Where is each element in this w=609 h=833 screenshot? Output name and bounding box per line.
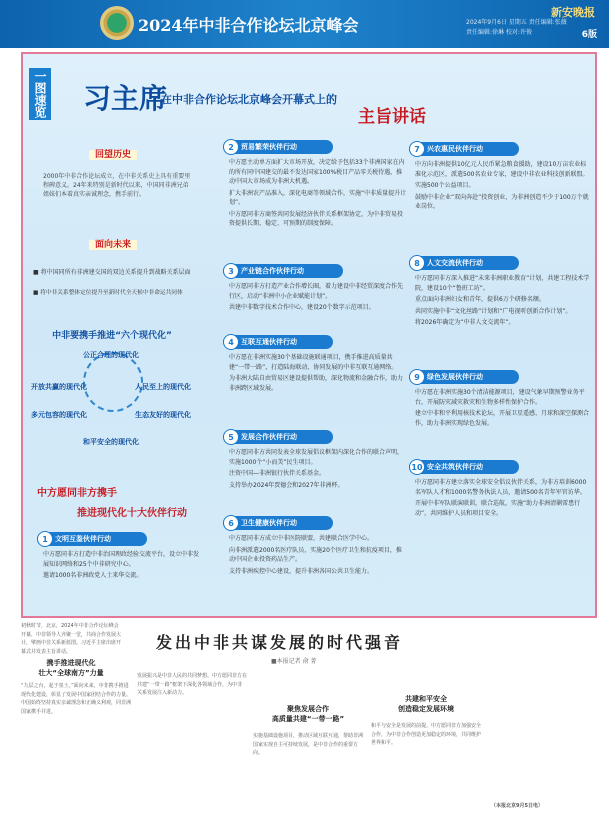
action-body-9: 中方愿在非洲实施30个清洁能源项目，建设气象早期预警业务平台，开展防灾减灾救灾和生物多样性保护合作。 建立中非和平利用核技术论坛，开展卫星遥感、月球和深空探测合作，助力非洲实现绿色发展。 xyxy=(415,389,590,427)
ring-label: 生态友好的现代化 xyxy=(135,411,191,419)
partner-heading-2: 推进现代化十大伙伴行动 xyxy=(77,508,187,519)
action-body-5: 中方愿同非方共同发表全球发展倡议框架内深化合作的联合声明，实施1000个“小而美”民生项目。 注资中国—非洲银行伙伴关系基金。 支持举办2024年贾德会和2027年非洲杯。 xyxy=(229,449,404,489)
article-col2: 发展振兴是中非人民的共同梦想。中方愿同非方在共建“一带一路”框架下深化各领域合作，为中非关系发展注入新动力。 xyxy=(137,673,248,696)
section-tag: 一图速览 xyxy=(29,68,51,120)
action-body-1: 中方愿同非方打造中非治国理政经验交流平台，设立中非发展知识网络和25个中非研究中心。 邀请1000名非洲政党人士来华交流。 xyxy=(43,551,200,579)
ring-label: 开放共赢的现代化 xyxy=(31,383,87,391)
ring-label: 人民至上的现代化 xyxy=(135,383,191,391)
forum-emblem-icon xyxy=(100,6,134,40)
action-body-4: 中方愿在非洲实施30个基础设施联通项目，携手推进高质量共建“一带一路”，打造陆海联动、协同发展的中非互联互通网络。 为非洲大陆自由贸易区建设提供帮助，深化物流和金融合作，助力非洲跨区域发展。 xyxy=(229,354,404,392)
action-heading-7: 7 兴农惠民伙伴行动 xyxy=(409,142,519,156)
article-byline: ■本报记者 俞 菁 xyxy=(271,658,317,665)
header-meta-line2: 责任编辑:徐琳 校对:许俊 xyxy=(466,29,532,36)
article-footnote: （本报北京9月5日电） xyxy=(491,803,543,809)
ring-label: 多元包容的现代化 xyxy=(31,411,87,419)
future-item: ■ 将中非关系整体定位提升至新时代全天候中非命运共同体 xyxy=(33,289,183,296)
action-heading-5: 5 发展合作伙伴行动 xyxy=(223,430,333,444)
ring-label: 公正合理的现代化 xyxy=(83,351,139,359)
modernization-ring xyxy=(83,352,143,412)
partner-heading-1: 中方愿同非方携手 xyxy=(37,488,117,499)
article-col1: 初秋时节，北京，2024年中非合作论坛峰会开幕，中非领导人齐聚一堂，共商合作发展大计，擘画中非关系新蓝图。习近平主席出席开幕式并发表主旨讲话。 xyxy=(21,623,122,655)
review-heading: 回望历史 xyxy=(33,148,193,162)
ring-label: 和平安全的现代化 xyxy=(83,438,139,446)
header-meta xyxy=(440,4,605,44)
action-body-8: 中方愿同非方深入推进“未来非洲职业教育”计划，共建工程技术学院，建设10个“鲁班工坊”。 重点面向非洲妇女和青年，提供6万个研修名额。 共同实施中非“文化丝路”计划和“广电视听创新合作计划”。 将2026年确定为“中非人文交流年”。 xyxy=(415,275,590,326)
article-headline: 发出中非共谋发展的时代强音 xyxy=(156,633,404,652)
review-text: 2000年中非合作论坛成立，在中非关系史上具有重要里程碑意义。24年来特别是新时代以来，中国同非洲兄弟姐妹们本着真实亲诚理念，携手前行。 xyxy=(43,173,191,198)
header-meta-line1: 2024年9月6日 星期五 责任编辑:张薇 xyxy=(466,19,567,26)
action-body-2: 中方愿主动单方面扩大市场开放，决定给予包括33个非洲国家在内的所有同中国建交的最不发达国家100%税目产品零关税待遇，推动中国大市场成为非洲大机遇。 扩大非洲农产品准入，深化电商等领域合作，实施“中非质量提升计划”。 中方愿同非方商签共同发展经济伙伴关系框架协定，为中非贸易投资提供长期、稳定、可预期的制度保障。 xyxy=(229,159,407,227)
infographic-subtitle: 在中非合作论坛北京峰会开幕式上的 xyxy=(161,93,337,106)
infographic-title-red: 主旨讲话 xyxy=(358,107,426,127)
action-body-7: 中方向非洲提供10亿元人民币紧急粮食援助，建设10万亩农业标准化示范区，派遣500名农业专家，建设中非农业科技创新联盟。 实施500个公益项目。 鼓励中非企业“双向奔赴”投资创业，为非洲创造不少于100万个就业岗位。 xyxy=(415,161,589,210)
action-body-10: 中方愿同非方建立落实全球安全倡议伙伴关系，为非方培训6000名军队人才和1000名警务执法人员，邀请500名青年军官访华。 开展中非军队联演联训，联合巡航，实施“助力非洲清剿雷患行动”，共同维护人员和项目安全。 xyxy=(415,479,587,517)
page-title: 2024年中非合作论坛北京峰会 xyxy=(138,16,359,35)
action-heading-10: 10 安全共筑伙伴行动 xyxy=(409,460,519,474)
action-heading-8: 8 人文交流伙伴行动 xyxy=(409,256,519,270)
newspaper-logo: 新安晚报 xyxy=(551,6,595,19)
infographic-frame xyxy=(21,52,597,618)
article-col4: 和平与安全是发展的前提。中方愿同非方加强安全合作，为中非合作创造更加稳定的环境，共同维护世界和平。 xyxy=(371,723,482,746)
future-heading: 面向未来 xyxy=(33,238,193,252)
article-col1-body: “九层之台，起于垒土。”面向未来，中非携手推进现代化建设，彰显了发展中国家团结合作的力量。中国始终坚持真实亲诚理念和正确义利观，同非洲国家携手并进。 xyxy=(21,683,132,715)
future-item: ■ 将中国同所有非洲建交国的双边关系提升到战略关系层面 xyxy=(33,269,191,276)
action-heading-4: 4 互联互通伙伴行动 xyxy=(223,335,333,349)
action-heading-1: 1 文明互鉴伙伴行动 xyxy=(37,532,147,546)
edition-label: 6版 xyxy=(581,30,597,40)
article-sub3: 共建和平安全 创造稳定发展环境 xyxy=(398,695,454,713)
infographic-title: 习主席 xyxy=(83,82,168,115)
article-col3: 实施基础设施项目，推动区域互联互通，帮助非洲国家实现自主可持续发展，是中非合作的重要方向。 xyxy=(253,733,364,756)
action-heading-6: 6 卫生健康伙伴行动 xyxy=(223,516,333,530)
modernization-heading: 中非要携手推进“六个现代化” xyxy=(52,331,172,341)
action-body-3: 中方愿同非方打造产业合作增长圈，着力建设中非经贸深度合作先行区，启动“非洲中小企业赋能计划”。 共建中非数字技术合作中心，建设20个数字示范项目。 xyxy=(229,283,404,311)
article-sub1: 携手推进现代化 壮大“全球南方”力量 xyxy=(38,659,104,677)
article xyxy=(21,622,597,828)
action-heading-2: 2 贸易繁荣伙伴行动 xyxy=(223,140,333,154)
header-bar xyxy=(0,0,609,48)
action-heading-3: 3 产业链合作伙伴行动 xyxy=(223,264,343,278)
action-heading-9: 9 绿色发展伙伴行动 xyxy=(409,370,519,384)
article-sub2: 聚焦发展合作 高质量共建“一带一路” xyxy=(271,705,345,723)
action-body-6: 中方愿同非方成立中非医院联盟，共建联合医学中心。 向非洲派遣2000名医疗队员，实施20个医疗卫生和抗疫项目，推动中国企业投资药品生产。 支持非洲疾控中心建设，提升非洲各国公共卫生能力。 xyxy=(229,535,402,575)
